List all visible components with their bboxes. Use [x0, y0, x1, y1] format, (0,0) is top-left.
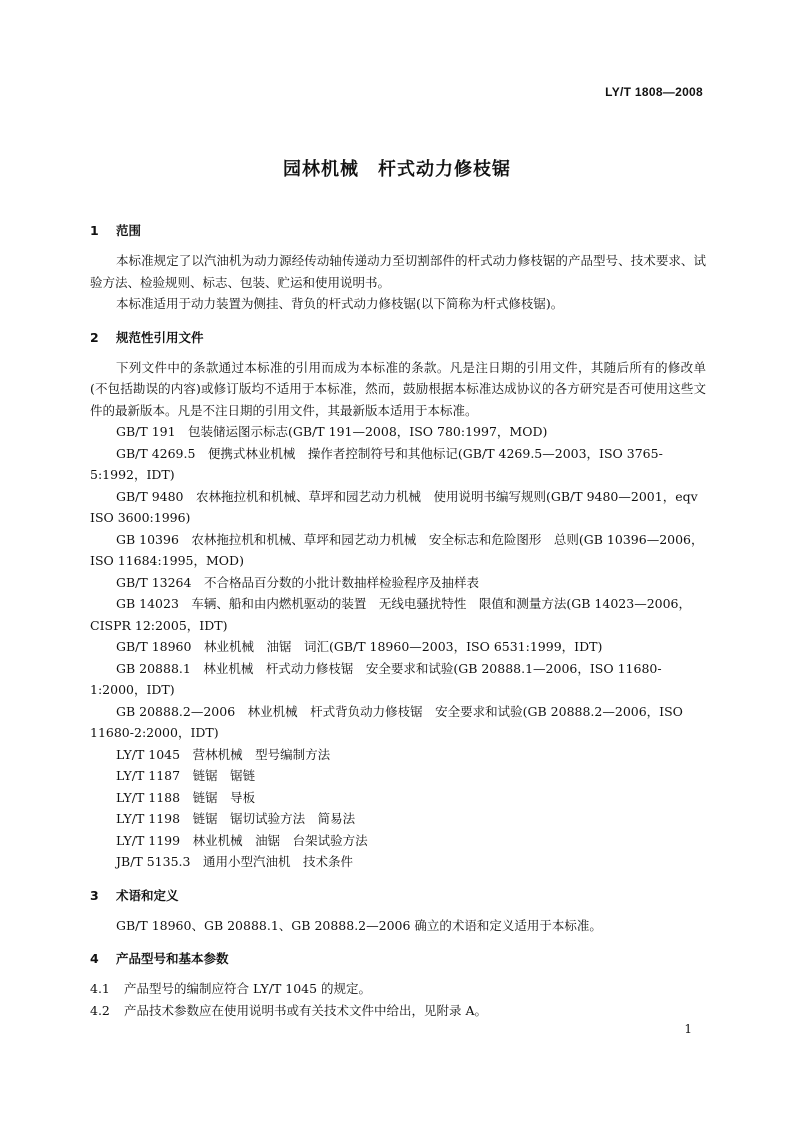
- reference-item: GB/T 13264 不合格品百分数的小批计数抽样检验程序及抽样表: [116, 574, 479, 590]
- reference-item: GB/T 9480 农林拖拉机和机械、草坪和园艺动力机械 使用说明书编写规则(GB/T 9480—2001，eqv ISO 3600:1996): [90, 488, 698, 525]
- clause-4-2: [90, 1000, 706, 1022]
- section-title: 术语和定义: [116, 887, 179, 903]
- section-4-heading: [90, 948, 706, 970]
- section-title: 范围: [116, 223, 142, 238]
- section-number: 3: [90, 887, 99, 903]
- section-3-heading: [90, 885, 706, 907]
- document-body: [90, 220, 706, 1021]
- section-title: 产品型号和基本参数: [116, 951, 229, 966]
- section-1-paragraph-2: 本标准适用于动力装置为侧挂、背负的杆式动力修枝锯(以下简称为杆式修枝锯)。: [116, 296, 564, 311]
- reference-item: GB/T 4269.5 便携式林业机械 操作者控制符号和其他标记(GB/T 4269.5—2003，ISO 3765-5:1992，IDT): [90, 445, 663, 482]
- clause-text: 产品技术参数应在使用说明书或有关技术文件中给出，见附录 A。: [124, 1002, 488, 1018]
- reference-item: GB 20888.2—2006 林业机械 杆式背负动力修枝锯 安全要求和试验(GB 20888.2—2006，ISO 11680-2:2000，IDT): [90, 703, 683, 740]
- section-1-paragraph-1: 本标准规定了以汽油机为动力源经传动轴传递动力至切割部件的杆式动力修枝锯的产品型号、技术要求、试验方法、检验规则、标志、包装、贮运和使用说明书。: [90, 253, 706, 290]
- reference-item: LY/T 1188 链锯 导板: [116, 789, 256, 805]
- reference-item: GB 20888.1 林业机械 杆式动力修枝锯 安全要求和试验(GB 20888.1—2006，ISO 11680-1:2000，IDT): [90, 660, 662, 697]
- reference-item: GB/T 18960 林业机械 油锯 词汇(GB/T 18960—2003，ISO 6531:1999，IDT): [116, 639, 603, 654]
- reference-item: JB/T 5135.3 通用小型汽油机 技术条件: [116, 854, 353, 869]
- clause-4-1: [90, 978, 706, 1000]
- section-2-intro: 下列文件中的条款通过本标准的引用而成为本标准的条款。凡是注日期的引用文件，其随后所有的修改单(不包括勘误的内容)或修订版均不适用于本标准，然而，鼓励根据本标准达成协议的各方研究是否可使用这些文件的最新版本。凡是不注日期的引用文件，其最新版本适用于本标准。: [90, 359, 706, 418]
- page-number: 1: [684, 1022, 692, 1036]
- standard-code: LY/T 1808—2008: [605, 85, 703, 99]
- reference-item: GB 10396 农林拖拉机和机械、草坪和园艺动力机械 安全标志和危险图形 总则(GB 10396—2006，ISO 11684:1995，MOD): [90, 531, 704, 568]
- section-number: 4: [90, 951, 99, 966]
- section-number: 2: [90, 329, 99, 345]
- document-title: 园林机械 杆式动力修枝锯: [283, 159, 511, 180]
- reference-item: LY/T 1187 链锯 锯链: [116, 768, 256, 783]
- section-1-heading: [90, 220, 706, 242]
- reference-item: LY/T 1199 林业机械 油锯 台架试验方法: [116, 832, 368, 848]
- clause-text: 产品型号的编制应符合 LY/T 1045 的规定。: [124, 981, 372, 996]
- reference-item: GB 14023 车辆、船和由内燃机驱动的装置 无线电骚扰特性 限值和测量方法(GB 14023—2006，CISPR 12:2005，IDT): [90, 596, 692, 633]
- reference-item: LY/T 1198 链锯 锯切试验方法 简易法: [116, 811, 356, 826]
- clause-number: 4.2: [90, 1002, 110, 1018]
- section-2-heading: [90, 327, 706, 349]
- reference-item: LY/T 1045 营林机械 型号编制方法: [116, 746, 331, 762]
- clause-number: 4.1: [90, 981, 110, 996]
- section-number: 1: [90, 223, 99, 238]
- reference-item: GB/T 191 包装储运图示标志(GB/T 191—2008，ISO 780:1997，MOD): [116, 424, 548, 439]
- section-3-paragraph: GB/T 18960、GB 20888.1、GB 20888.2—2006 确立的术语和定义适用于本标准。: [116, 917, 602, 933]
- section-title: 规范性引用文件: [116, 329, 204, 345]
